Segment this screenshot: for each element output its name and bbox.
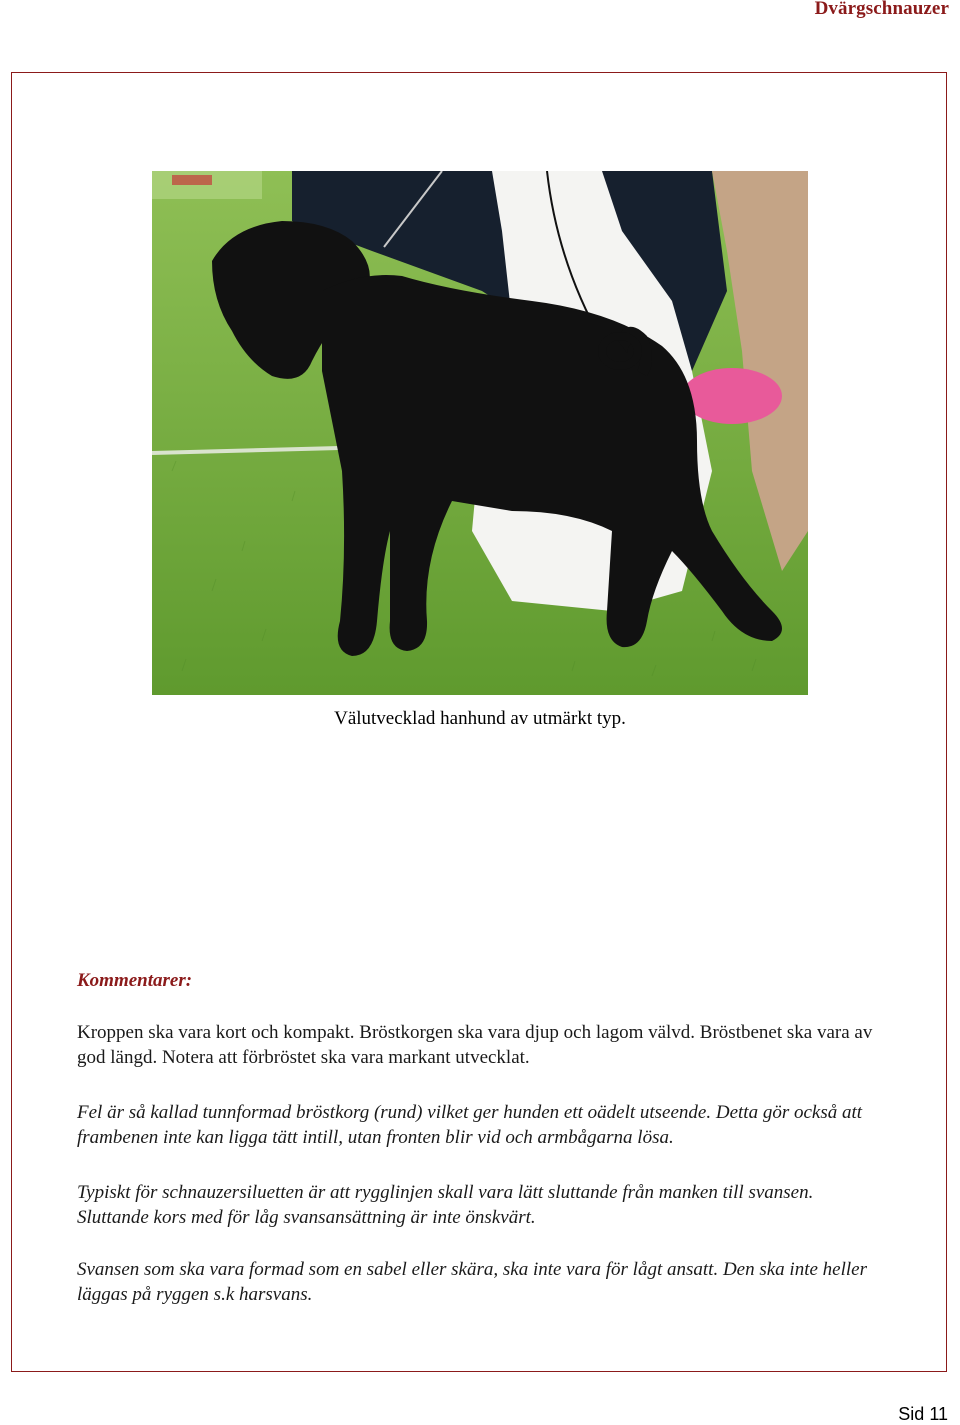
photo-caption: Välutvecklad hanhund av utmärkt typ. bbox=[334, 708, 626, 729]
comment-paragraph-3: Typiskt för schnauzersiluetten är att rygglinjen skall vara lätt sluttande från manken till svansen. Sluttande kors med för låg svansansättning är inte önskvärt. bbox=[77, 1182, 814, 1228]
comment-paragraph-4: Svansen som ska vara formad som en sabel eller skära, ska inte vara för lågt ansatt. Den ska inte heller läggas på ryggen s.k harsvans. bbox=[77, 1259, 867, 1305]
dog-photo bbox=[152, 171, 808, 695]
document-header-title: Dvärgschnauzer bbox=[814, 0, 949, 19]
comments-heading: Kommentarer: bbox=[77, 970, 193, 991]
page-number: Sid 11 bbox=[898, 1404, 948, 1424]
comment-paragraph-1: Kroppen ska vara kort och kompakt. Bröstkorgen ska vara djup och lagom välvd. Bröstbenet ska vara av god längd. Notera att förbröstet ska vara markant utvecklat. bbox=[77, 1022, 873, 1068]
pink-bag bbox=[682, 368, 782, 424]
comment-paragraph-2: Fel är så kallad tunnformad bröstkorg (rund) vilket ger hunden ett oädelt utseende. Detta gör också att frambenen inte kan ligga tätt intill, utan fronten blir vid och armbågarna lösa. bbox=[77, 1102, 863, 1148]
